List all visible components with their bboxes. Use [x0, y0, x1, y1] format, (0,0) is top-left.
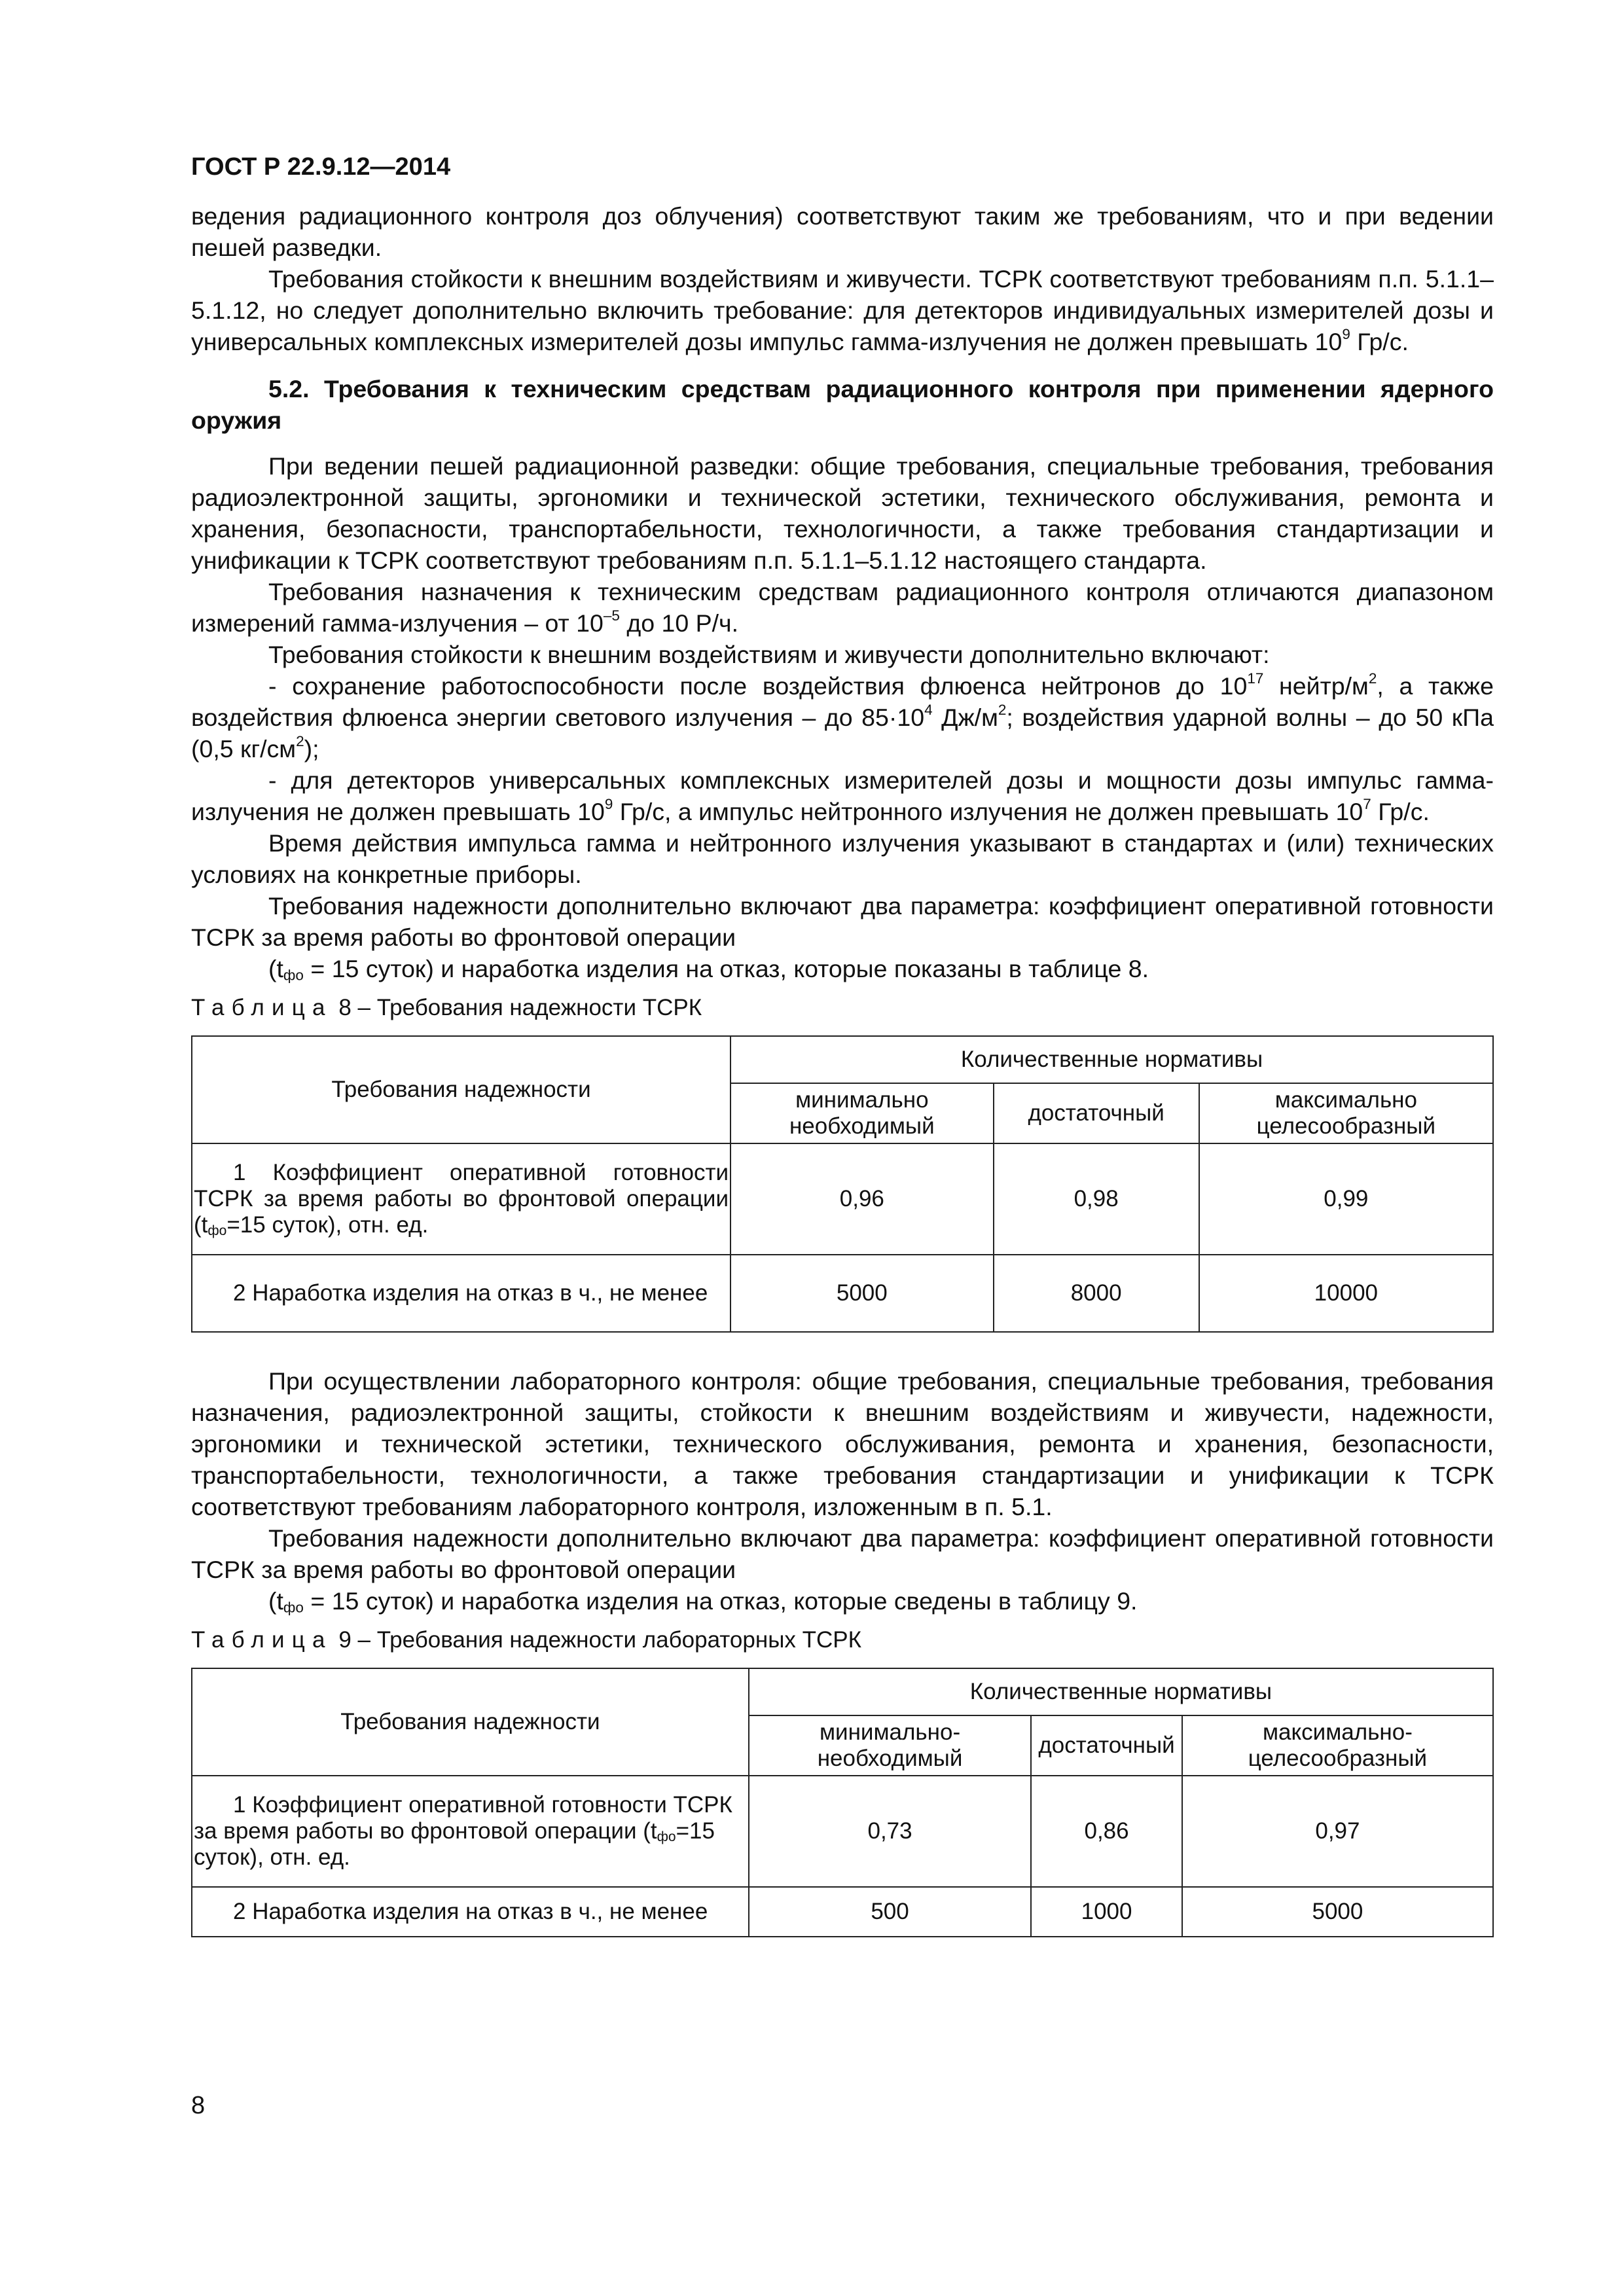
paragraph: Требования стойкости к внешним воздействиям и живучести. ТСРК соответствуют требованиям п.п. 5.1.1–5.1.12, но следует дополнительно включить требование: для детекторов индивидуальных измерителей дозы и универсальных комплексных измерителей дозы импульс гамма-излучения не должен превышать $10^9$ Гр/с.	[191, 265, 1494, 355]
table-cell: 8000	[994, 1255, 1199, 1332]
paragraph: Время действия импульса гамма и нейтронного излучения указывают в стандартах и (или) технических условиях на конкретные приборы.	[191, 829, 1494, 888]
table-cell: 0,86	[1031, 1776, 1182, 1887]
table-cell: 1 Коэффициент оперативной готовности ТСРК за время работы во фронтовой операции ($t_{фо}=15$ суток), отн. ед.	[192, 1143, 731, 1255]
table-row	[192, 1776, 1493, 1887]
table-header-cell: Требования надежности	[192, 1668, 749, 1776]
reliability-table-9	[191, 1668, 1494, 1937]
table-header-cell: Количественные нормативы	[731, 1036, 1493, 1083]
table-cell: 0,98	[994, 1143, 1199, 1255]
paragraph: Требования стойкости к внешним воздействиям и живучести дополнительно включают:	[268, 641, 1270, 668]
table-caption: Таблица 9 – Требования надежности лабораторных ТСРК	[191, 1627, 861, 1653]
table-row	[192, 1255, 1493, 1332]
paragraph: Требования надежности дополнительно включают два параметра: коэффициент оперативной готовности ТСРК за время работы во фронтовой операции	[191, 1524, 1494, 1583]
table-header-cell: максимально целесообразный	[1199, 1083, 1493, 1143]
paragraph: ведения радиационного контроля доз облучения) соответствуют таким же требованиям, что и при ведении пешей разведки.	[191, 202, 1494, 261]
table-cell: 5000	[1182, 1887, 1493, 1937]
page-number: 8	[191, 2092, 206, 2119]
section-heading: 5.2. Требования к техническим средствам радиационного контроля при применении ядерного оружия	[191, 375, 1494, 434]
table-header-cell: Требования надежности	[192, 1036, 731, 1143]
paragraph: Требования надежности дополнительно включают два параметра: коэффициент оперативной готовности ТСРК за время работы во фронтовой операции	[191, 892, 1494, 951]
table-row	[192, 1143, 1493, 1255]
table-cell: 1 Коэффициент оперативной готовности ТСРК за время работы во фронтовой операции ($t_{фо}=15$ суток), отн. ед.	[192, 1776, 749, 1887]
table-header-cell: минимально-необходимый	[749, 1715, 1031, 1776]
table-caption: Таблица 8 – Требования надежности ТСРК	[191, 995, 702, 1020]
table-header-cell: минимально необходимый	[731, 1083, 994, 1143]
document-header: ГОСТ Р 22.9.12—2014	[191, 153, 451, 181]
table-header-cell: достаточный	[1031, 1715, 1182, 1776]
paragraph: Требования назначения к техническим средствам радиационного контроля отличаются диапазоном измерений гамма-излучения – от $10^{-5}$ до 10 Р/ч.	[191, 578, 1494, 637]
table-cell: 0,97	[1182, 1776, 1493, 1887]
paragraph: При осуществлении лабораторного контроля: общие требования, специальные требования, требования назначения, радиоэлектронной защиты, стойкости к внешним воздействиям и живучести, надежности, эргономики и технической эстетики, технического обслуживания, ремонта и хранения, безопасности, транспортабельности, технологичности, а также требования стандартизации и унификации к ТСРК соответствуют требованиям лабораторного контроля, изложенным в п. 5.1.	[191, 1367, 1494, 1520]
reliability-table-8	[191, 1035, 1494, 1333]
list-item: - для детекторов универсальных комплексных измерителей дозы и мощности дозы импульс гамма-излучения не должен превышать $10^9$ Гр/с, а импульс нейтронного излучения не должен превышать $10^7$ Гр/с.	[191, 766, 1494, 825]
table-cell: 5000	[731, 1255, 994, 1332]
table-header-cell: достаточный	[994, 1083, 1199, 1143]
table-header-cell: Количественные нормативы	[749, 1668, 1493, 1715]
paragraph: При ведении пешей радиационной разведки: общие требования, специальные требования, требования радиоэлектронной защиты, эргономики и технической эстетики, технического обслуживания, ремонта и хранения, безопасности, транспортабельности, технологичности, а также требования стандартизации и унификации к ТСРК соответствуют требованиям п.п. 5.1.1–5.1.12 настоящего стандарта.	[191, 452, 1494, 574]
paragraph: ($t_{фо} = 15$ суток) и наработка изделия на отказ, которые сведены в таблицу 9.	[268, 1587, 1138, 1616]
table-cell: 2 Наработка изделия на отказ в ч., не менее	[192, 1887, 749, 1937]
table-cell: 0,99	[1199, 1143, 1493, 1255]
table-cell: 500	[749, 1887, 1031, 1937]
list-item: - сохранение работоспособности после воздействия флюенса нейтронов до $10^{17}$ нейтр/$м^2$, а также воздействия флюенса энергии светового излучения – до $85\cdot 10^4$ $Дж/м^2$; воздействия ударной волны – до 50 кПа (0,5 $кг/см^2$);	[191, 670, 1494, 762]
table-cell: 10000	[1199, 1255, 1493, 1332]
table-cell: 2 Наработка изделия на отказ в ч., не менее	[192, 1255, 731, 1332]
document-page	[191, 152, 1494, 1937]
table-row	[192, 1887, 1493, 1937]
table-header-cell: максимально-целесообразный	[1182, 1715, 1493, 1776]
paragraph: ($t_{фо} = 15$ суток) и наработка изделия на отказ, которые показаны в таблице 8.	[268, 955, 1149, 984]
table-cell: 1000	[1031, 1887, 1182, 1937]
table-cell: 0,73	[749, 1776, 1031, 1887]
table-cell: 0,96	[731, 1143, 994, 1255]
